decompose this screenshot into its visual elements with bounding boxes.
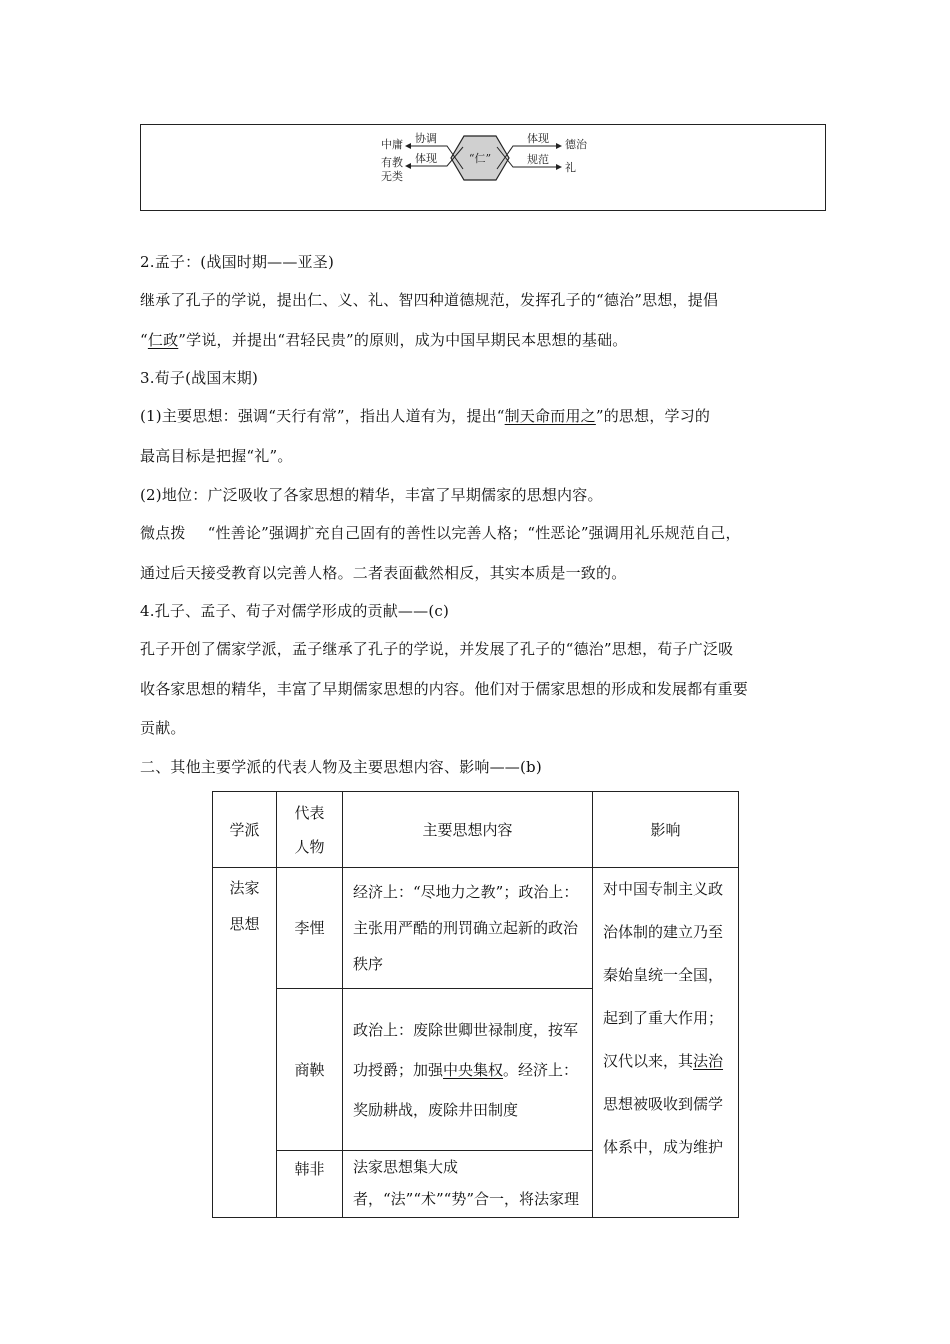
content-cell: 经济上：“尽地力之教”；政治上：主张用严酷的刑罚确立起新的政治秩序 xyxy=(343,868,593,989)
impact-cell: 对中国专制主义政治体制的建立乃至秦始皇统一全国，起到了重大作用；汉代以来，其法治思想被吸收到儒学体系中，成为维护 xyxy=(593,868,739,1218)
text-fragment: ”的思想，学习的 xyxy=(595,407,711,425)
xunzi-paragraph-line1 xyxy=(140,406,710,426)
text-fragment: “性善论”强调扩充自己固有的善性以完善人格；“性恶论”强调用礼乐规范自己， xyxy=(207,524,741,542)
zhongyong-node: 中庸 xyxy=(381,138,403,151)
schools-table xyxy=(212,791,739,1218)
arrow-head xyxy=(556,143,562,149)
contribution-line2: 收各家思想的精华，丰富了早期儒家思想的内容。他们对于儒家思想的形成和发展都有重要 xyxy=(140,680,749,698)
confucius-diagram xyxy=(140,124,826,211)
text-fragment: (1)主要思想：强调“天行有常”，指出人道有为，提出“ xyxy=(140,407,505,425)
xunzi-status: (2)地位：广泛吸收了各家思想的精华，丰富了早期儒家的思想内容。 xyxy=(140,486,603,504)
header-school: 学派 xyxy=(213,792,277,868)
mencius-paragraph-line2 xyxy=(140,330,628,350)
arrow-head xyxy=(405,143,411,149)
mencius-paragraph-line1: 继承了孔子的学说，提出仁、义、礼、智四种道德规范，发挥孔子的“德治”思想，提倡 xyxy=(140,291,719,309)
arrow-head xyxy=(405,163,411,169)
guifan-label: 规范 xyxy=(527,153,549,166)
tip-paragraph-line1 xyxy=(140,523,741,543)
person-cell: 商鞅 xyxy=(277,989,343,1151)
header-person: 代表 人物 xyxy=(277,792,343,868)
dezhi-node: 德治 xyxy=(565,138,587,151)
tixian-left-label: 体现 xyxy=(415,152,437,165)
fazhi-underlined: 法治 xyxy=(693,1052,724,1070)
content-cell: 法家思想集大成者，“法”“术”“势”合一，将法家理 xyxy=(343,1151,593,1218)
contribution-line3: 贡献。 xyxy=(140,719,186,737)
header-content: 主要思想内容 xyxy=(343,792,593,868)
xunzi-paragraph-line2: 最高目标是把握“礼”。 xyxy=(140,447,293,465)
li-node: 礼 xyxy=(565,161,576,174)
table-header-row xyxy=(213,792,739,868)
arrow-head xyxy=(556,164,562,170)
other-schools-heading: 二、其他主要学派的代表人物及主要思想内容、影响——(b) xyxy=(140,758,542,776)
tip-label: 微点拨 xyxy=(140,524,186,542)
text-fragment: ”学说，并提出“君轻民贵”的原则，成为中国早期民本思想的基础。 xyxy=(178,331,628,349)
xietiao-label: 协调 xyxy=(415,132,437,145)
zhongyangjiquan-underlined: 中央集权 xyxy=(443,1060,504,1079)
table-row xyxy=(213,868,739,989)
renzheng-underlined: 仁政 xyxy=(147,331,179,349)
ren-concept-diagram xyxy=(141,125,827,212)
xunzi-heading: 3.荀子(战国末期) xyxy=(140,369,259,387)
ren-center-label: “仁” xyxy=(468,152,492,165)
person-cell: 韩非 xyxy=(277,1151,343,1218)
person-cell: 李悝 xyxy=(277,868,343,989)
tip-paragraph-line2: 通过后天接受教育以完善人格。二者表面截然相反，其实本质是一致的。 xyxy=(140,564,627,582)
contribution-line1: 孔子开创了儒家学派，孟子继承了孔子的学说，并发展了孔子的“德治”思想，荀子广泛吸 xyxy=(140,640,734,658)
school-cell-legalism: 法家 思想 xyxy=(213,868,277,1218)
tixian-right-label: 体现 xyxy=(527,132,549,145)
content-cell: 政治上：废除世卿世禄制度，按军功授爵；加强中央集权。经济上：奖励耕战，废除井田制度 xyxy=(343,989,593,1151)
contribution-heading: 4.孔子、孟子、荀子对儒学形成的贡献——(c) xyxy=(140,602,450,620)
text-fragment: “ xyxy=(140,331,148,349)
youjiao-node-line2: 无类 xyxy=(381,170,403,183)
header-impact: 影响 xyxy=(593,792,739,868)
mencius-heading: 2.孟子：(战国时期——亚圣) xyxy=(140,253,335,271)
youjiao-node-line1: 有教 xyxy=(381,156,403,169)
zhitianming-underlined: 制天命而用之 xyxy=(504,407,596,425)
